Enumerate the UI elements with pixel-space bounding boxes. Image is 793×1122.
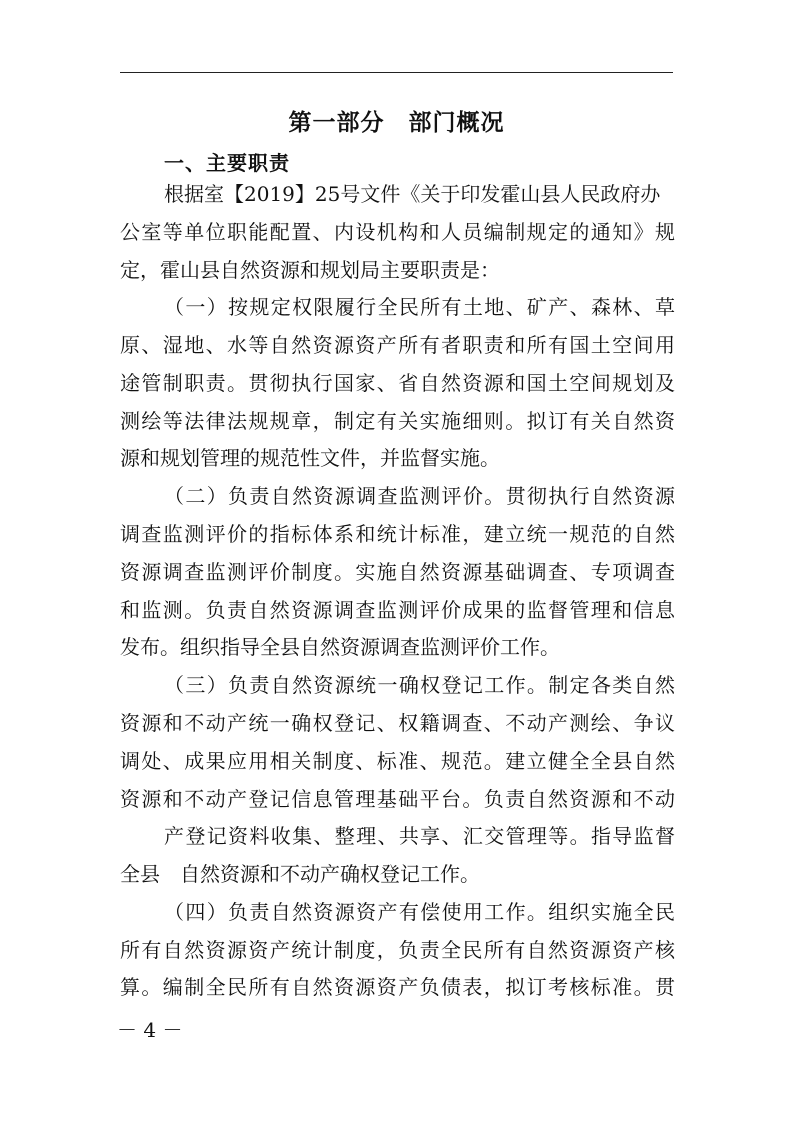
text-line: （三）负责自然资源统一确权登记工作。制定各类自然 [164, 673, 675, 697]
text-line: （一）按规定权限履行全民所有土地、矿产、森林、草 [164, 295, 675, 319]
section-title: 第一部分 部门概况 [288, 110, 505, 136]
text-line: 全县 自然资源和不动产确权登记工作。 [120, 862, 480, 886]
text-line: 根据室【2019】25号文件《关于印发霍山县人民政府办 [164, 182, 661, 206]
text-line: 资源和不动产统一确权登记、权籍调查、不动产测绘、争议 [120, 711, 675, 735]
text-line: 途管制职责。贯彻执行国家、省自然资源和国土空间规划及 [120, 371, 675, 395]
text-line: 调处、成果应用相关制度、标准、规范。建立健全全县自然 [120, 749, 675, 773]
text-line: 算。编制全民所有自然资源资产负债表，拟订考核标准。贯 [120, 975, 675, 999]
text-line: 公室等单位职能配置、内设机构和人员编制规定的通知》规 [120, 220, 675, 244]
page-number: － 4 － [117, 1018, 183, 1042]
text-line: 发布。组织指导全县自然资源调查监测评价工作。 [120, 635, 560, 659]
text-line: 所有自然资源资产统计制度，负责全民所有自然资源资产核 [120, 938, 675, 962]
text-line: 资源调查监测评价制度。实施自然资源基础调查、专项调查 [120, 560, 675, 584]
text-line: （四）负责自然资源资产有偿使用工作。组织实施全民 [164, 900, 675, 924]
text-line: （二）负责自然资源调查监测评价。贯彻执行自然资源 [164, 484, 675, 508]
text-line: 产登记资料收集、整理、共享、汇交管理等。指导监督 [164, 824, 675, 848]
text-line: 资源和不动产登记信息管理基础平台。负责自然资源和不动 [120, 787, 675, 811]
text-line: 测绘等法律法规规章，制定有关实施细则。拟订有关自然资 [120, 409, 675, 433]
header-rule [120, 72, 673, 73]
subsection-heading: 一、主要职责 [164, 151, 290, 175]
text-line: 定，霍山县自然资源和规划局主要职责是： [120, 258, 500, 282]
text-line: 源和规划管理的规范性文件，并监督实施。 [120, 446, 500, 470]
text-line: 原、湿地、水等自然资源资产所有者职责和所有国土空间用 [120, 333, 675, 357]
text-line: 和监测。负责自然资源调查监测评价成果的监督管理和信息 [120, 598, 675, 622]
text-line: 调查监测评价的指标体系和统计标准，建立统一规范的自然 [120, 522, 675, 546]
